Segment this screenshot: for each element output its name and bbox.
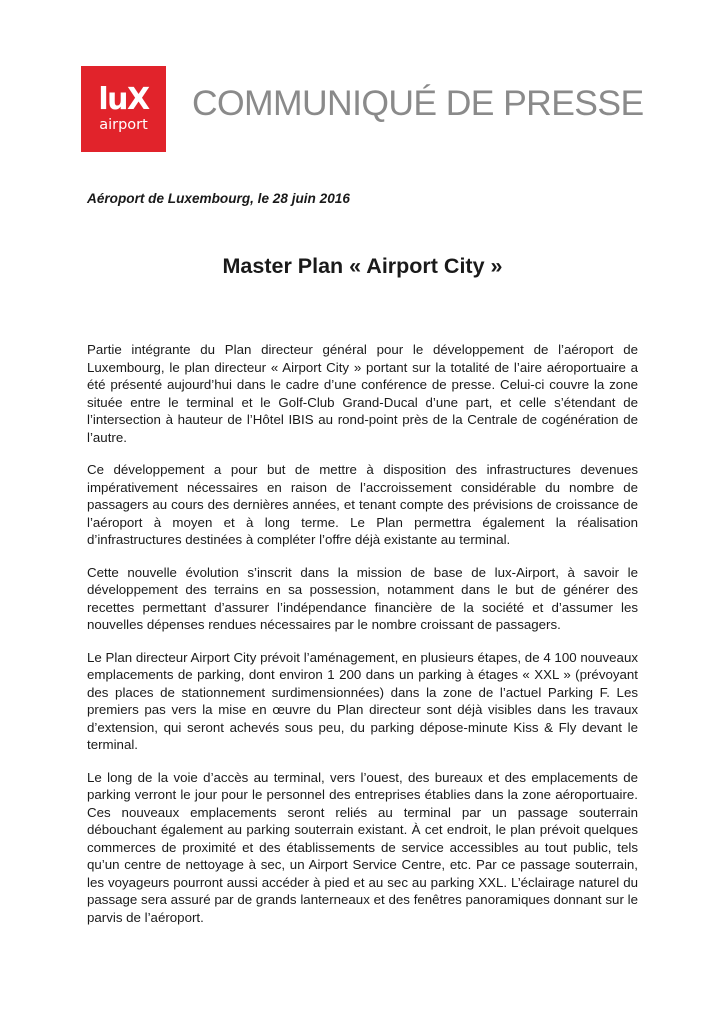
lux-airport-logo [81, 66, 166, 152]
paragraph: Le Plan directeur Airport City prévoit l’aménagement, en plusieurs étapes, de 4 100 nouveaux emplacements de parking, dont environ 1 200 dans un parking à étages « XXL » (prévoyant des places de stationnement surdimensionnées) dans la zone de l’actuel Parking F. Les premiers pas vers la mise en œuvre du Plan directeur sont déjà visibles dans les travaux d’extension, qui seront achevés sous peu, du parking dépose-minute Kiss & Fly devant le terminal. [87, 649, 638, 752]
paragraph: Le long de la voie d’accès au terminal, vers l’ouest, des bureaux et des emplacements de parking verront le jour pour le personnel des entreprises établies dans la zone aéroportuaire. Ces nouveaux emplacements seront reliés au terminal par un passage souterrain débouchant également au parking souterrain existant. À cet endroit, le plan prévoit quelques commerces de proximité et des établissements de service accessibles au tout public, tels qu’un centre de nettoyage à sec, un Airport Service Centre, etc. Par ce passage souterrain, les voyageurs pourront aussi accéder à pied et au sec au parking XXL. L’éclairage naturel du passage sera assuré par de grands lanterneaux et des fenêtres panoramiques donnant sur le parvis de l’aéroport. [87, 769, 638, 925]
paragraph: Partie intégrante du Plan directeur général pour le développement de l’aéroport de Luxembourg, le plan directeur « Airport City » portant sur la totalité de l’aire aéroportuaire a été présenté aujourd’hui dans le cadre d’une conférence de presse. Celui-ci couvre la zone située entre le terminal et le Golf-Club Grand-Ducal d’une part, et celle s’étendant de l’intersection à hauteur de l’Hôtel IBIS au rond-point près de la Centrale de cogénération de l’autre. [87, 342, 638, 445]
dateline: Aéroport de Luxembourg, le 28 juin 2016 [87, 191, 350, 206]
document-title: Master Plan « Airport City » [222, 254, 503, 278]
body-text [87, 341, 638, 941]
logo-brand-sub: airport [99, 117, 148, 133]
paragraph: Ce développement a pour but de mettre à disposition des infrastructures devenues impérativement nécessaires en raison de l’accroissement considérable du nombre de passagers au cours des dernières années, et tenant compte des prévisions de croissance de l’aéroport à moyen et à long terme. Le Plan permettra également la réalisation d’infrastructures destinées à compléter l’offre déjà existante au terminal. [87, 462, 638, 547]
lux-airport-logo-mark [81, 66, 166, 152]
logo-brand-mark: luX [98, 82, 149, 117]
press-release-heading: COMMUNIQUÉ DE PRESSE [192, 83, 644, 123]
paragraph: Cette nouvelle évolution s’inscrit dans la mission de base de lux-Airport, à savoir le développement des terrains en sa possession, notamment dans le but de générer des recettes permettant d’assurer l’indépendance financière de la société et d’assumer les nouvelles dépenses rendues nécessaires par le nombre croissant de passagers. [87, 564, 638, 632]
